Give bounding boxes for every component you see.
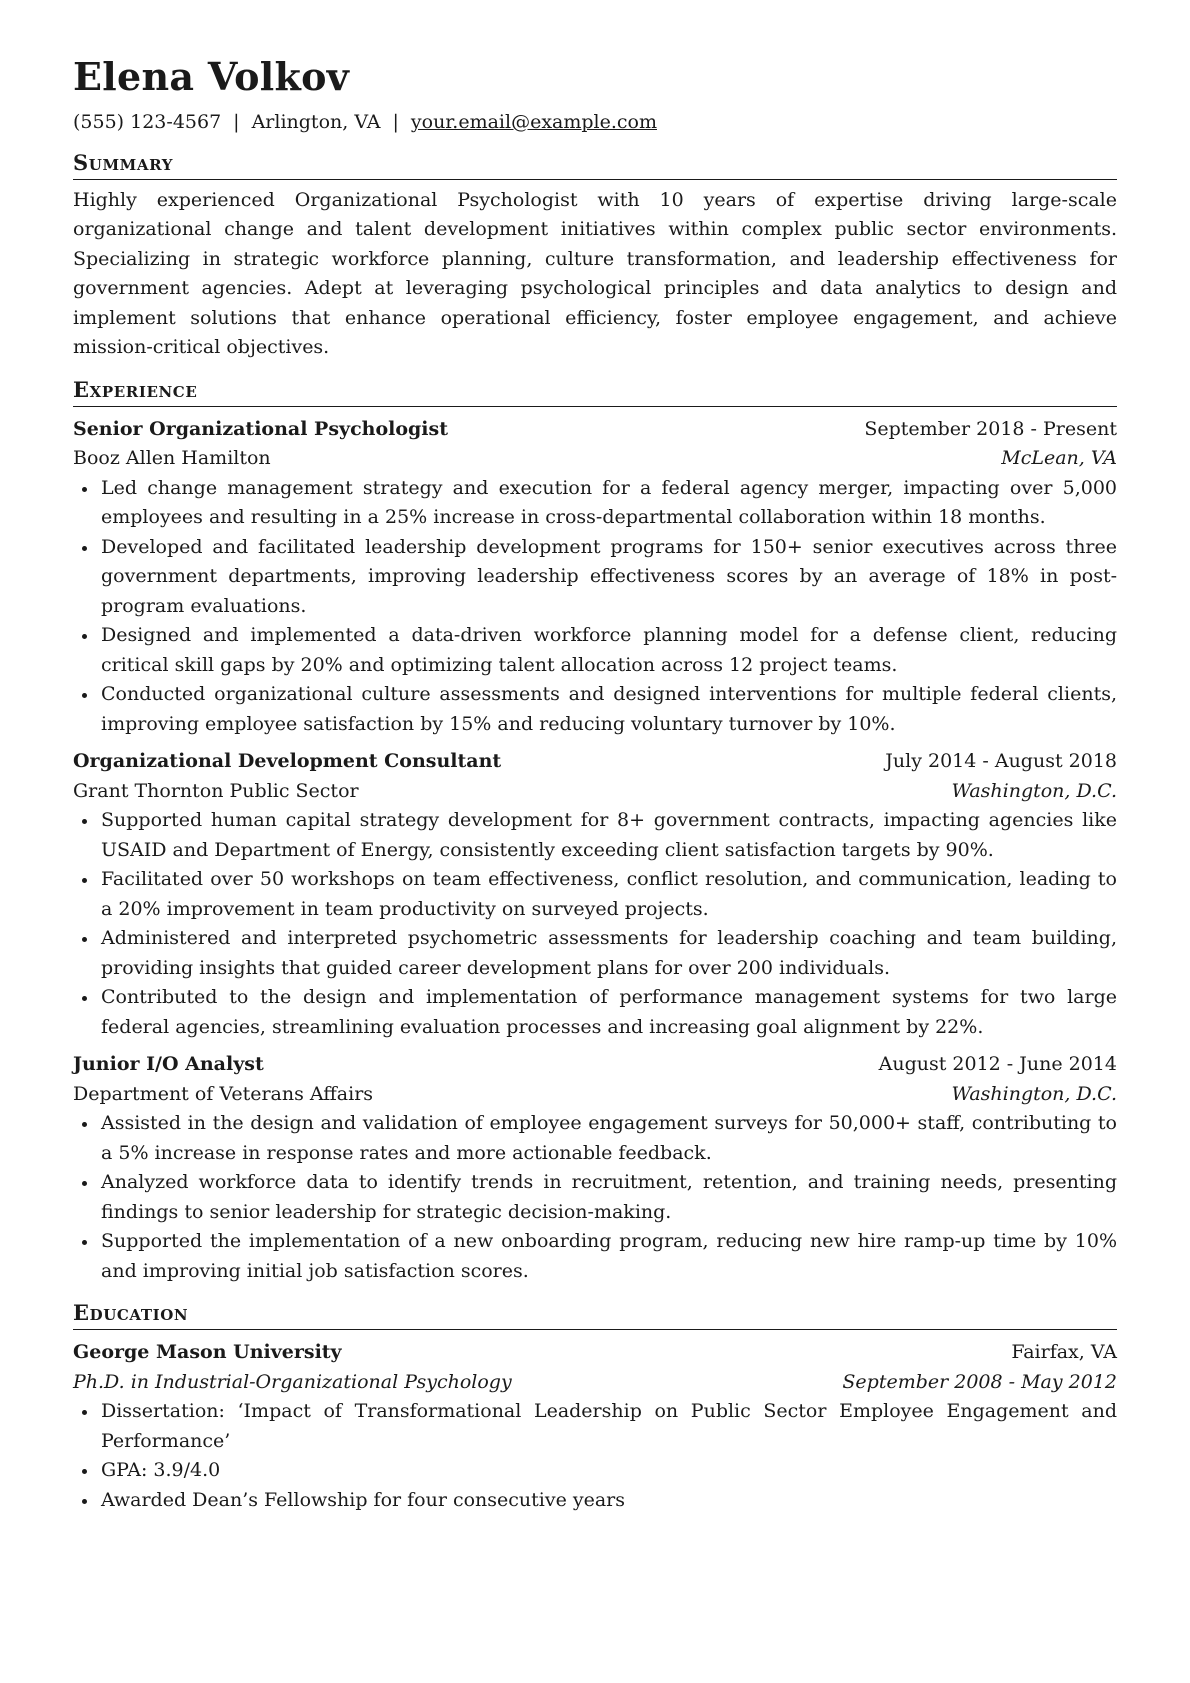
list-item: Dissertation: ‘Impact of Transformational Leadership on Public Sector Employee Engagement and Performance’ <box>73 1397 1117 1456</box>
list-item: Assisted in the design and validation of employee engagement surveys for 50,000+ staff, contributing to a 5% increase in response rates and more actionable feedback. <box>73 1109 1117 1168</box>
contact-phone: (555) 123-4567 <box>73 110 222 133</box>
school-name: George Mason University <box>73 1341 342 1364</box>
job-location: McLean, VA <box>1001 447 1117 470</box>
school-location: Fairfax, VA <box>1011 1341 1117 1364</box>
job-company: Department of Veterans Affairs <box>73 1082 374 1105</box>
summary-section <box>73 150 1117 363</box>
job-dates: July 2014 - August 2018 <box>885 750 1117 773</box>
contact-line <box>73 108 1117 136</box>
list-item: Led change management strategy and execution for a federal agency merger, impacting over 5,000 employees and resulting in a 25% increase in cross-departmental collaboration within 18 months. <box>73 474 1117 533</box>
education-bullet-list <box>73 1397 1117 1515</box>
contact-separator: | <box>233 110 240 133</box>
summary-text: Highly experienced Organizational Psychologist with 10 years of expertise driving large-scale organizational change and talent development initiatives within complex public sector environments. Specializing in strategic workforce planning, culture transformation, and leadership effectiveness for government agencies. Adept at leveraging psychological principles and data analytics to design and implement solutions that enhance operational efficiency, foster employee engagement, and achieve mission-critical objectives. <box>73 188 1117 359</box>
list-item: GPA: 3.9/4.0 <box>73 1456 1117 1486</box>
degree-name: Ph.D. in Industrial-Organizational Psychology <box>73 1370 512 1393</box>
job-bullet-list <box>73 1109 1117 1286</box>
job-entry <box>73 1050 1117 1286</box>
section-title-education: Education <box>73 1300 1117 1330</box>
education-section <box>73 1300 1117 1515</box>
candidate-name: Elena Volkov <box>73 54 350 99</box>
list-item: Administered and interpreted psychometric assessments for leadership coaching and team building, providing insights that guided career development plans for over 200 individuals. <box>73 924 1117 983</box>
job-title: Senior Organizational Psychologist <box>73 417 448 440</box>
contact-separator: | <box>392 110 399 133</box>
section-title-experience: Experience <box>73 377 1117 407</box>
job-dates: August 2012 - June 2014 <box>878 1053 1117 1076</box>
job-company: Booz Allen Hamilton <box>73 447 271 470</box>
section-title-summary: Summary <box>73 150 1117 180</box>
job-title: Organizational Development Consultant <box>73 750 502 773</box>
list-item: Conducted organizational culture assessments and designed interventions for multiple federal clients, improving employee satisfaction by 15% and reducing voluntary turnover by 10%. <box>73 680 1117 739</box>
job-bullet-list <box>73 806 1117 1042</box>
list-item: Analyzed workforce data to identify trends in recruitment, retention, and training needs, presenting findings to senior leadership for strategic decision-making. <box>73 1168 1117 1227</box>
education-entry <box>73 1338 1117 1515</box>
experience-section <box>73 377 1117 1287</box>
list-item: Facilitated over 50 workshops on team effectiveness, conflict resolution, and communication, leading to a 20% improvement in team productivity on surveyed projects. <box>73 865 1117 924</box>
job-bullet-list <box>73 474 1117 740</box>
job-location: Washington, D.C. <box>951 779 1117 802</box>
job-location: Washington, D.C. <box>951 1082 1117 1105</box>
list-item: Developed and facilitated leadership development programs for 150+ senior executives across three government departments, improving leadership effectiveness scores by an average of 18% in post-program evaluations. <box>73 533 1117 622</box>
contact-email-link[interactable]: your.email@example.com <box>410 110 657 133</box>
list-item: Awarded Dean’s Fellowship for four consecutive years <box>73 1486 1117 1516</box>
job-entry <box>73 415 1117 740</box>
list-item: Supported human capital strategy development for 8+ government contracts, impacting agencies like USAID and Department of Energy, consistently exceeding client satisfaction targets by 90%. <box>73 806 1117 865</box>
education-dates: September 2008 - May 2012 <box>842 1370 1117 1393</box>
list-item: Contributed to the design and implementation of performance management systems for two large federal agencies, streamlining evaluation processes and increasing goal alignment by 22%. <box>73 983 1117 1042</box>
job-company: Grant Thornton Public Sector <box>73 779 359 802</box>
list-item: Supported the implementation of a new onboarding program, reducing new hire ramp-up time by 10% and improving initial job satisfaction scores. <box>73 1227 1117 1286</box>
job-title: Junior I/O Analyst <box>73 1053 264 1076</box>
job-dates: September 2018 - Present <box>864 417 1117 440</box>
list-item: Designed and implemented a data-driven workforce planning model for a defense client, reducing critical skill gaps by 20% and optimizing talent allocation across 12 project teams. <box>73 621 1117 680</box>
job-entry <box>73 747 1117 1042</box>
contact-location: Arlington, VA <box>251 110 381 133</box>
